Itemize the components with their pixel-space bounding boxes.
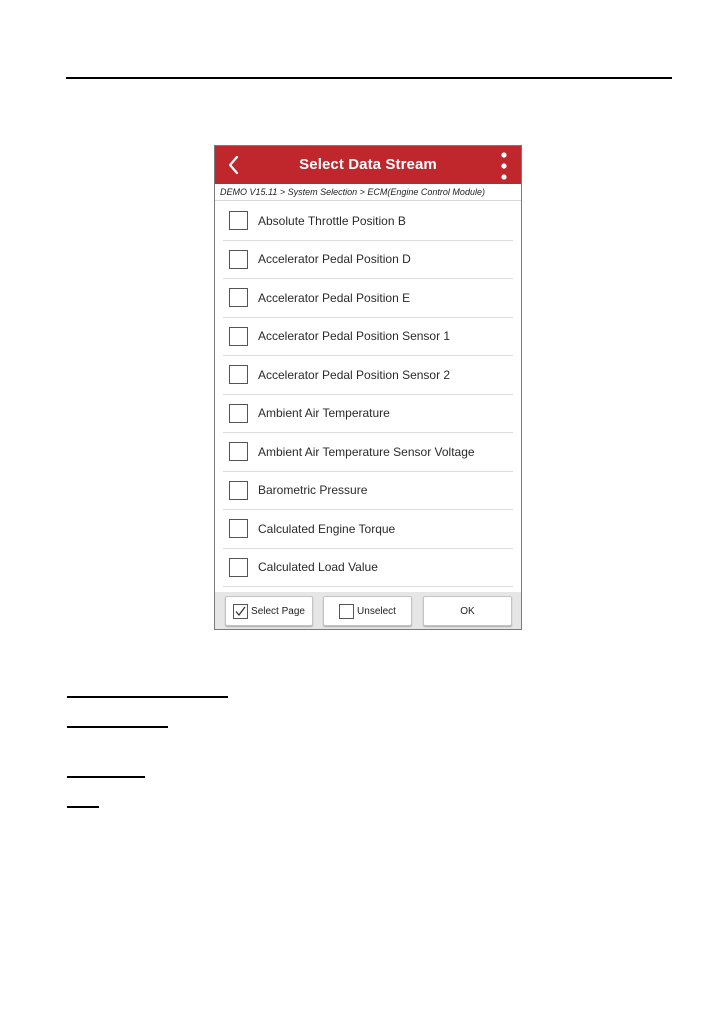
- screenshot-frame: [214, 145, 522, 630]
- underlined-heading-4: [67, 806, 99, 808]
- list-item[interactable]: [223, 356, 513, 395]
- item-checkbox[interactable]: [229, 442, 248, 461]
- select-page-button[interactable]: [225, 596, 313, 626]
- item-label: Calculated Engine Torque: [258, 521, 396, 536]
- data-stream-list: [223, 202, 513, 587]
- item-label: Accelerator Pedal Position Sensor 1: [258, 329, 451, 344]
- list-item[interactable]: [223, 549, 513, 588]
- underlined-heading-1: [67, 696, 228, 698]
- ok-label: OK: [460, 605, 475, 617]
- item-label: Barometric Pressure: [258, 483, 368, 498]
- action-bar: [215, 592, 521, 629]
- list-item[interactable]: [223, 395, 513, 434]
- page-header-rule: [66, 77, 672, 79]
- breadcrumb: DEMO V15.11 > System Selection > ECM(Engine Control Module): [215, 184, 521, 201]
- list-item[interactable]: [223, 241, 513, 280]
- item-checkbox[interactable]: [229, 558, 248, 577]
- list-item[interactable]: [223, 279, 513, 318]
- item-checkbox[interactable]: [229, 365, 248, 384]
- item-checkbox[interactable]: [229, 288, 248, 307]
- item-label: Accelerator Pedal Position D: [258, 252, 411, 267]
- item-checkbox[interactable]: [229, 211, 248, 230]
- app-bar: [215, 146, 521, 184]
- chevron-left-icon: [223, 152, 245, 178]
- list-item[interactable]: [223, 510, 513, 549]
- list-item[interactable]: [223, 318, 513, 357]
- item-label: Accelerator Pedal Position Sensor 2: [258, 367, 451, 382]
- unselect-checkbox: [339, 604, 354, 619]
- unselect-button[interactable]: [323, 596, 412, 626]
- list-item[interactable]: [223, 202, 513, 241]
- page-title: Select Data Stream: [299, 156, 437, 173]
- check-icon: [235, 606, 246, 617]
- item-label: Calculated Load Value: [258, 560, 378, 575]
- unselect-label: Unselect: [357, 605, 396, 617]
- item-label: Accelerator Pedal Position E: [258, 290, 411, 305]
- item-label: Absolute Throttle Position B: [258, 213, 406, 228]
- item-checkbox[interactable]: [229, 519, 248, 538]
- item-checkbox[interactable]: [229, 404, 248, 423]
- select-page-checkbox: [233, 604, 248, 619]
- list-item[interactable]: [223, 472, 513, 511]
- more-vert-icon: [497, 151, 511, 181]
- select-page-label: Select Page: [251, 605, 305, 617]
- underlined-heading-2: [67, 726, 168, 728]
- item-checkbox[interactable]: [229, 327, 248, 346]
- ok-button[interactable]: [423, 596, 512, 626]
- overflow-menu-button[interactable]: [497, 151, 511, 181]
- item-checkbox[interactable]: [229, 250, 248, 269]
- list-item[interactable]: [223, 433, 513, 472]
- underlined-heading-3: [67, 776, 145, 778]
- item-label: Ambient Air Temperature: [258, 406, 390, 421]
- back-button[interactable]: [223, 152, 245, 178]
- item-label: Ambient Air Temperature Sensor Voltage: [258, 444, 475, 459]
- item-checkbox[interactable]: [229, 481, 248, 500]
